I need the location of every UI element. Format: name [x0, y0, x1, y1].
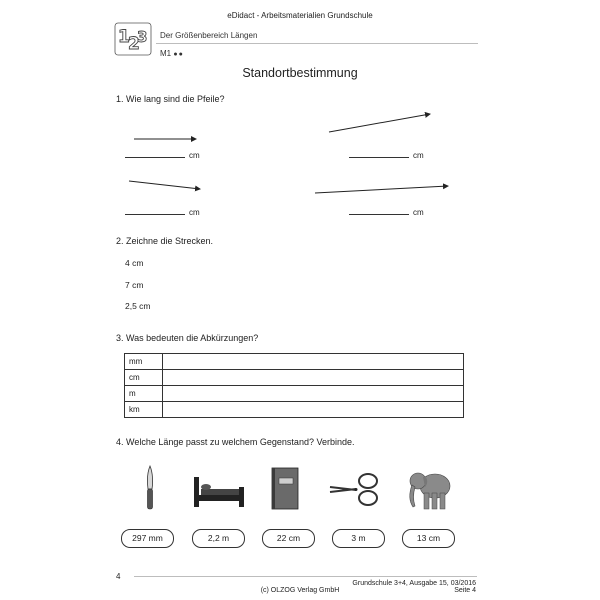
length-option[interactable]: 3 m [332, 529, 385, 548]
table-row [125, 354, 464, 370]
length-option[interactable]: 2,2 m [192, 529, 245, 548]
worksheet-subtitle: Der Größenbereich Längen [160, 31, 258, 40]
table-row [125, 370, 464, 386]
question-2: 2. Zeichne die Strecken. [116, 236, 214, 246]
elephant-icon[interactable] [405, 465, 455, 511]
book-icon[interactable] [270, 465, 300, 511]
bed-icon[interactable] [192, 465, 246, 511]
svg-text:1: 1 [118, 27, 130, 47]
unit-label-1: cm [189, 151, 200, 160]
footer-edition: Grundschule 3+4, Ausgabe 15, 03/2016 [352, 580, 476, 587]
answer-line-3[interactable] [125, 214, 185, 215]
abbreviation-cell: m [125, 386, 163, 402]
svg-text:2: 2 [128, 34, 140, 54]
arrow-2 [329, 114, 430, 132]
length-option[interactable]: 297 mm [121, 529, 174, 548]
length-option[interactable]: 22 cm [262, 529, 315, 548]
answer-line-2[interactable] [349, 157, 409, 158]
footer-divider [134, 576, 477, 577]
abbreviation-table [124, 353, 464, 418]
answer-cell[interactable] [163, 370, 464, 386]
footer-page-number: 4 [116, 572, 121, 581]
segment-item: 2,5 cm [125, 301, 151, 311]
difficulty-marks: ●● [173, 51, 184, 58]
abbreviation-cell: mm [125, 354, 163, 370]
module-code: M1 [160, 49, 172, 58]
svg-text:3: 3 [137, 28, 148, 46]
footer-copyright: (c) OLZOG Verlag GmbH [260, 587, 340, 594]
arrow-3 [129, 181, 200, 189]
segment-item: 4 cm [125, 258, 144, 268]
answer-line-4[interactable] [349, 214, 409, 215]
knife-icon[interactable] [141, 465, 159, 511]
question-1: 1. Wie lang sind die Pfeile? [116, 94, 225, 104]
question-4: 4. Welche Länge passt zu welchem Gegenstand? Verbinde. [116, 437, 355, 447]
answer-cell[interactable] [163, 402, 464, 418]
segment-item: 7 cm [125, 280, 144, 290]
abbreviation-cell: km [125, 402, 163, 418]
arrow-4 [315, 186, 448, 193]
publisher-header: eDidact - Arbeitsmaterialien Grundschule [227, 11, 373, 20]
table-row [125, 386, 464, 402]
abbreviation-cell: cm [125, 370, 163, 386]
table-row [125, 402, 464, 418]
unit-label-4: cm [413, 208, 424, 217]
question-3: 3. Was bedeuten die Abkürzungen? [116, 333, 259, 343]
unit-label-2: cm [413, 151, 424, 160]
footer-page-label: Seite 4 [454, 587, 476, 594]
scissors-icon[interactable] [328, 465, 382, 511]
answer-cell[interactable] [163, 386, 464, 402]
answer-line-1[interactable] [125, 157, 185, 158]
answer-cell[interactable] [163, 354, 464, 370]
length-option[interactable]: 13 cm [402, 529, 455, 548]
page-title: Standortbestimmung [242, 66, 358, 80]
unit-label-3: cm [189, 208, 200, 217]
